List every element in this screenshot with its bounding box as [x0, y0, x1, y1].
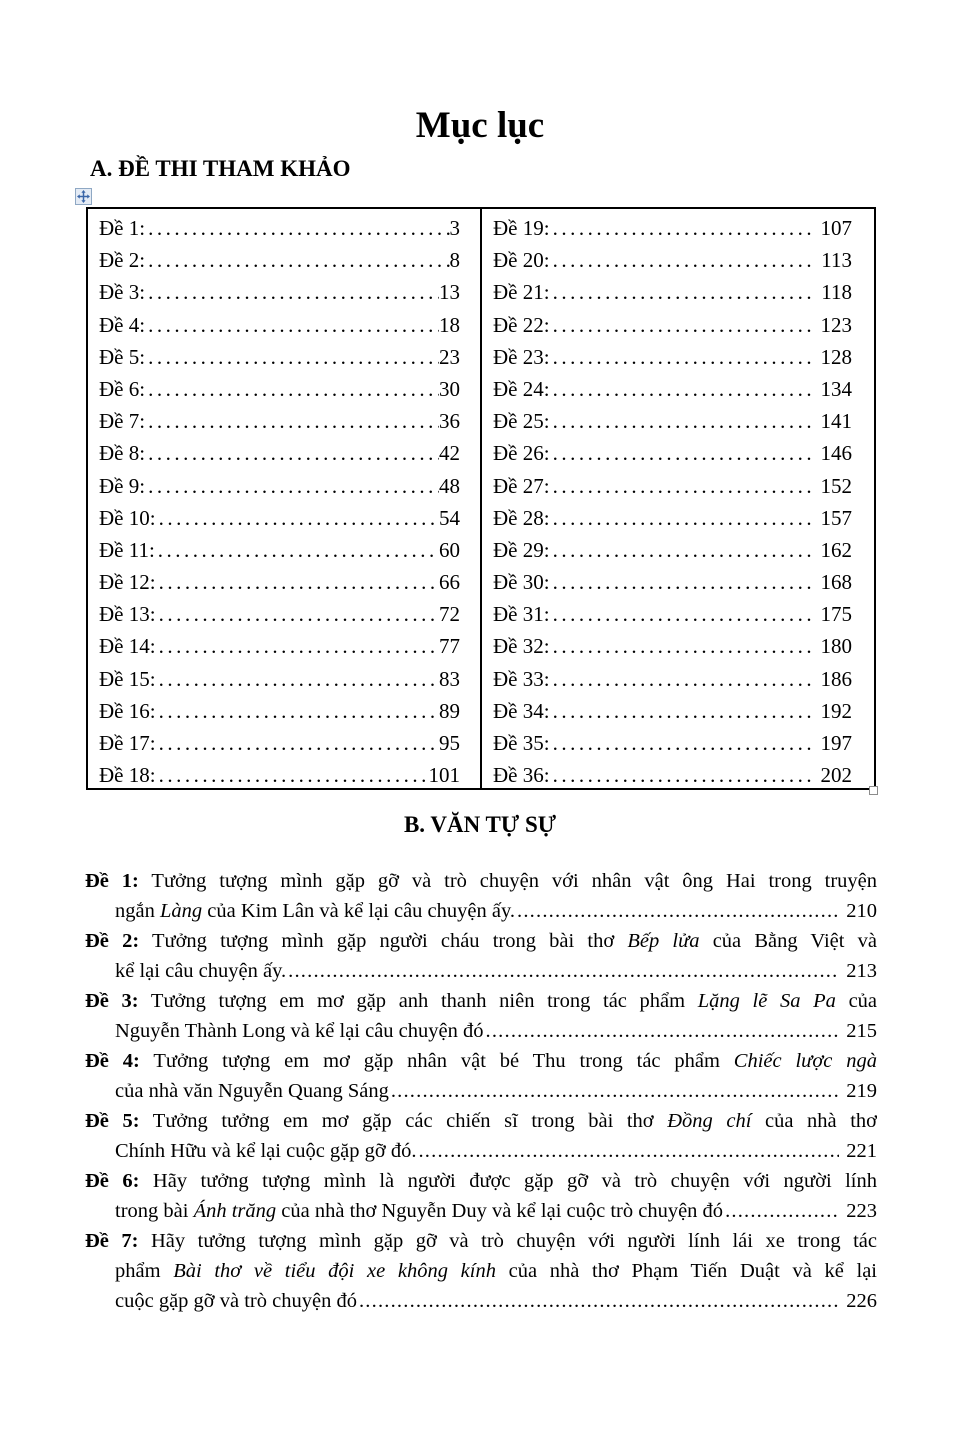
toc-entry[interactable]: [493, 630, 852, 662]
toc-entry-label: Đề 20:: [493, 248, 550, 273]
toc-entry-line[interactable]: [85, 1256, 877, 1286]
toc-entry[interactable]: [99, 534, 460, 566]
toc-entry-label: Đề 22:: [493, 312, 550, 337]
toc-entry[interactable]: [493, 727, 852, 759]
toc-entry[interactable]: [99, 276, 460, 308]
toc-entry[interactable]: [99, 598, 460, 630]
toc-entry-label: Đề 30:: [493, 570, 550, 595]
dot-leader: [159, 663, 439, 695]
toc-entry-label: Đề 17:: [99, 731, 156, 755]
toc-entry[interactable]: [493, 341, 852, 373]
dot-leader: [486, 1016, 840, 1046]
toc-entry-line[interactable]: [85, 1076, 877, 1106]
dot-leader: [553, 405, 814, 437]
entry-text-segment: kể lại câu chuyện ấy.: [115, 960, 287, 982]
toc-entry[interactable]: [493, 534, 852, 566]
dot-leader: [159, 630, 439, 662]
dot-leader: [553, 373, 814, 405]
toc-entry[interactable]: [99, 373, 460, 405]
entry-label: Đề 4:: [85, 1050, 140, 1072]
toc-entry[interactable]: [99, 566, 460, 598]
toc-entry[interactable]: [99, 759, 460, 788]
toc-entry-label: Đề 12:: [99, 570, 156, 595]
toc-entry-page: 18: [439, 312, 460, 337]
entry-text-segment: của Kim Lân và kể lại câu chuyện ấy.: [202, 900, 516, 922]
toc-entry-page: 72: [439, 602, 460, 627]
toc-entry[interactable]: [493, 695, 852, 727]
toc-entry-line[interactable]: [85, 1046, 877, 1076]
entry-text-segment: Tưởng tượng mình gặp gỡ và trò chuyện với nhân vật ông Hai trong truyện: [138, 870, 877, 892]
toc-entry[interactable]: [493, 212, 852, 244]
toc-entry-label: Đề 4:: [99, 312, 146, 337]
dot-leader: [148, 405, 439, 437]
entry-label: Đề 6:: [85, 1170, 140, 1192]
toc-entry-page: 186: [820, 666, 852, 691]
dot-leader: [553, 244, 815, 276]
section-b-heading: B. VĂN TỰ SỰ: [403, 812, 557, 837]
dot-leader: [159, 759, 429, 788]
entry-text-segment: Nguyễn Thành Long và kể lại câu chuyện đó: [115, 1020, 484, 1042]
section-a-heading: A. ĐỀ THI THAM KHẢO: [90, 156, 351, 181]
toc-entry[interactable]: [99, 727, 460, 759]
toc-entry[interactable]: [99, 630, 460, 662]
toc-entry-line[interactable]: [85, 1106, 877, 1136]
toc-entry[interactable]: [493, 566, 852, 598]
toc-entry-label: Đề 31:: [493, 602, 550, 627]
page-title: Mục lục: [415, 105, 545, 146]
entry-text-segment: của nhà văn Nguyễn Quang Sáng: [115, 1080, 389, 1102]
dot-leader: [148, 373, 439, 405]
entry-text: [115, 1136, 416, 1166]
dot-leader: [418, 1136, 839, 1166]
dot-leader: [148, 470, 439, 502]
toc-entry[interactable]: [99, 309, 460, 341]
entry-text: [85, 1050, 877, 1072]
toc-entry-label: Đề 15:: [99, 666, 156, 691]
entry-text-segment: Tưởng tượng mình gặp người cháu trong bài thơ: [139, 930, 628, 952]
toc-entry-page: 152: [820, 473, 852, 498]
entry-label: Đề 1:: [85, 870, 139, 892]
table-resize-handle[interactable]: [869, 786, 878, 795]
entry-text: [115, 1196, 723, 1226]
entry-text-segment: của Bằng Việt và: [699, 930, 877, 952]
entry-page-number: 223: [846, 1200, 877, 1222]
toc-entry-page: 197: [820, 731, 852, 755]
dot-leader: [553, 212, 814, 244]
toc-entry[interactable]: [99, 341, 460, 373]
entry-text-segment: Hãy tưởng tượng mình là người được gặp gỡ và trò chuyện với người lính: [139, 1170, 877, 1192]
dot-leader: [725, 1196, 839, 1226]
entry-text-segment: Hãy tưởng tượng mình gặp gỡ và trò chuyện với người lính lái xe trong tác: [138, 1230, 877, 1252]
dot-leader: [158, 534, 439, 566]
toc-entry-label: Đề 10:: [99, 505, 156, 530]
table-move-handle[interactable]: [75, 188, 92, 205]
toc-entry-line[interactable]: [85, 866, 877, 896]
toc-table: [86, 207, 876, 790]
toc-entry-page: 42: [439, 441, 460, 466]
toc-entry-label: Đề 5:: [99, 344, 146, 369]
entry-page-number: 215: [846, 1020, 877, 1042]
work-title: Lặng lẽ Sa Pa: [697, 990, 836, 1012]
toc-entry-label: Đề 34:: [493, 698, 550, 723]
toc-entry-label: Đề 35:: [493, 731, 550, 755]
toc-entry[interactable]: [99, 470, 460, 502]
toc-entry-page: 202: [820, 763, 852, 788]
dot-leader: [517, 896, 839, 926]
entry-text-segment: của: [835, 990, 877, 1012]
toc-entry[interactable]: [99, 244, 460, 276]
toc-entry[interactable]: [99, 695, 460, 727]
toc-entry[interactable]: [99, 502, 460, 534]
entry-text: [85, 1110, 877, 1132]
section-b-entries: [85, 866, 877, 1316]
toc-entry[interactable]: [99, 437, 460, 469]
toc-entry-label: Đề 2:: [99, 248, 146, 273]
toc-entry-page: 89: [439, 698, 460, 723]
toc-entry-label: Đề 24:: [493, 376, 550, 401]
toc-entry-line[interactable]: [85, 986, 877, 1016]
toc-entry-label: Đề 19:: [493, 216, 550, 240]
dot-leader: [553, 630, 814, 662]
toc-entry-page: 113: [821, 248, 852, 273]
dot-leader: [553, 695, 814, 727]
dot-leader: [359, 1286, 839, 1316]
work-title: Làng: [159, 900, 203, 922]
entry-text-segment: của nhà thơ Phạm Tiến Duật và kể lại: [495, 1260, 877, 1282]
dot-leader: [553, 470, 814, 502]
toc-entry-page: 77: [439, 634, 460, 659]
toc-entry-page: 95: [439, 731, 460, 755]
dot-leader: [159, 598, 439, 630]
toc-entry-page: 101: [428, 763, 460, 788]
toc-entry-label: Đề 26:: [493, 441, 550, 466]
entry-page-number: 221: [846, 1140, 877, 1162]
toc-entry[interactable]: [99, 663, 460, 695]
toc-entry-label: Đề 13:: [99, 602, 156, 627]
toc-entry-page: 36: [439, 409, 460, 434]
toc-entry-page: 54: [439, 505, 460, 530]
toc-entry[interactable]: [493, 309, 852, 341]
entry-text-segment: Tưởng tưởng em mơ gặp các chiến sĩ trong bài thơ: [139, 1110, 668, 1132]
entry-text: [85, 1170, 877, 1192]
toc-entry-label: Đề 18:: [99, 763, 156, 788]
toc-entry-label: Đề 9:: [99, 473, 146, 498]
toc-entry-page: 157: [820, 505, 852, 530]
toc-entry-label: Đề 28:: [493, 505, 550, 530]
four-way-arrow-icon: [77, 190, 90, 203]
entry-page-number: 219: [846, 1080, 877, 1102]
toc-entry-label: Đề 25:: [493, 409, 550, 434]
entry-text: [85, 990, 877, 1012]
entry-text-segment: Tưởng tượng em mơ gặp anh thanh niên trong tác phẩm: [138, 990, 698, 1012]
toc-entry-line[interactable]: [85, 956, 877, 986]
entry-page-number: 226: [846, 1290, 877, 1312]
entry-text: [115, 896, 515, 926]
toc-entry-line[interactable]: [85, 1196, 877, 1226]
toc-entry-label: Đề 3:: [99, 280, 146, 305]
entry-label: Đề 2:: [85, 930, 140, 952]
dot-leader: [159, 727, 439, 759]
toc-entry-line[interactable]: [85, 1286, 877, 1316]
dot-leader: [553, 598, 814, 630]
entry-text-segment: của nhà thơ: [751, 1110, 877, 1132]
toc-entry[interactable]: [493, 759, 852, 788]
entry-label: Đề 3:: [85, 990, 139, 1012]
entry-text: [85, 1230, 877, 1252]
dot-leader: [553, 663, 814, 695]
toc-entry-page: 60: [439, 537, 460, 562]
work-title: Ánh trăng: [193, 1200, 277, 1222]
toc-entry[interactable]: [493, 470, 852, 502]
dot-leader: [159, 566, 439, 598]
toc-entry-page: 83: [439, 666, 460, 691]
toc-entry-page: 175: [820, 602, 852, 627]
work-title: Đồng chí: [667, 1110, 752, 1132]
entry-text-segment: của nhà thơ Nguyễn Duy và kể lại cuộc trò chuyện đó: [276, 1200, 724, 1222]
toc-entry-label: Đề 29:: [493, 537, 550, 562]
dot-leader: [553, 534, 814, 566]
entry-text: [115, 1016, 484, 1046]
toc-entry[interactable]: [493, 502, 852, 534]
entry-text: [85, 870, 877, 892]
dot-leader: [553, 437, 814, 469]
toc-entry[interactable]: [493, 276, 852, 308]
toc-entry[interactable]: [493, 373, 852, 405]
toc-entry-page: 192: [820, 698, 852, 723]
entry-text: [115, 1260, 877, 1282]
dot-leader: [159, 502, 439, 534]
toc-entry-line[interactable]: [85, 1166, 877, 1196]
toc-entry-label: Đề 16:: [99, 698, 156, 723]
dot-leader: [391, 1076, 839, 1106]
dot-leader: [148, 309, 439, 341]
dot-leader: [553, 309, 814, 341]
entry-text: [115, 956, 286, 986]
work-title: Bếp lửa: [627, 930, 700, 952]
toc-entry-label: Đề 1:: [99, 216, 146, 240]
toc-entry-line[interactable]: [85, 926, 877, 956]
entry-text-segment: cuộc gặp gỡ và trò chuyện đó: [115, 1290, 357, 1312]
toc-entry-page: 128: [820, 344, 852, 369]
toc-column-right: [480, 209, 874, 788]
toc-entry-page: 13: [439, 280, 460, 305]
toc-entry-page: 3: [449, 216, 460, 240]
toc-entry-label: Đề 36:: [493, 763, 550, 788]
toc-entry-page: 180: [820, 634, 852, 659]
toc-entry-page: 162: [820, 537, 852, 562]
entry-text-segment: trong bài: [115, 1200, 194, 1222]
entry-text-segment: ngắn: [115, 900, 160, 922]
dot-leader: [553, 502, 814, 534]
toc-entry-label: Đề 21:: [493, 280, 550, 305]
entry-text: [115, 1076, 389, 1106]
dot-leader: [148, 341, 439, 373]
dot-leader: [148, 244, 449, 276]
dot-leader: [148, 212, 449, 244]
toc-entry-label: Đề 7:: [99, 409, 146, 434]
toc-entry-label: Đề 6:: [99, 376, 146, 401]
toc-entry-page: 30: [439, 376, 460, 401]
toc-entry-label: Đề 14:: [99, 634, 156, 659]
toc-entry-label: Đề 27:: [493, 473, 550, 498]
dot-leader: [148, 437, 439, 469]
dot-leader: [148, 276, 439, 308]
toc-entry-page: 23: [439, 344, 460, 369]
toc-column-left: [88, 209, 480, 788]
entry-text-segment: Tưởng tượng em mơ gặp nhân vật bé Thu trong tác phẩm: [139, 1050, 734, 1072]
toc-entry-line[interactable]: [85, 1136, 877, 1166]
entry-label: Đề 7:: [85, 1230, 139, 1252]
toc-entry-line[interactable]: [85, 896, 877, 926]
toc-entry[interactable]: [493, 244, 852, 276]
dot-leader: [553, 727, 814, 759]
toc-entry-page: 66: [439, 570, 460, 595]
dot-leader: [553, 759, 814, 788]
toc-entry-label: Đề 33:: [493, 666, 550, 691]
dot-leader: [553, 566, 814, 598]
work-title: Chiếc lược ngà: [733, 1050, 877, 1072]
toc-entry-label: Đề 32:: [493, 634, 550, 659]
toc-entry[interactable]: [493, 598, 852, 630]
toc-entry-page: 123: [820, 312, 852, 337]
toc-entry-line[interactable]: [85, 1226, 877, 1256]
entry-page-number: 213: [846, 960, 877, 982]
toc-entry[interactable]: [493, 405, 852, 437]
entry-text-segment: phẩm: [115, 1260, 174, 1282]
toc-entry-page: 141: [820, 409, 852, 434]
entry-text-segment: Chính Hữu và kể lại cuộc gặp gỡ đó.: [115, 1140, 417, 1162]
toc-entry[interactable]: [99, 212, 460, 244]
toc-entry[interactable]: [493, 437, 852, 469]
toc-entry-page: 134: [820, 376, 852, 401]
dot-leader: [553, 341, 814, 373]
entry-label: Đề 5:: [85, 1110, 140, 1132]
toc-entry-line[interactable]: [85, 1016, 877, 1046]
toc-entry-label: Đề 8:: [99, 441, 146, 466]
toc-entry[interactable]: [493, 663, 852, 695]
dot-leader: [159, 695, 439, 727]
entry-text: [85, 930, 877, 952]
toc-entry-page: 8: [449, 248, 460, 273]
toc-entry-page: 118: [821, 280, 852, 305]
dot-leader: [553, 276, 815, 308]
toc-entry-label: Đề 11:: [99, 537, 155, 562]
entry-text: [115, 1286, 357, 1316]
toc-entry-page: 146: [820, 441, 852, 466]
toc-entry[interactable]: [99, 405, 460, 437]
work-title: Bài thơ về tiểu đội xe không kính: [173, 1260, 496, 1282]
entry-page-number: 210: [846, 900, 877, 922]
toc-entry-page: 107: [820, 216, 852, 240]
toc-entry-page: 168: [820, 570, 852, 595]
toc-entry-page: 48: [439, 473, 460, 498]
toc-entry-label: Đề 23:: [493, 344, 550, 369]
dot-leader: [288, 956, 839, 986]
